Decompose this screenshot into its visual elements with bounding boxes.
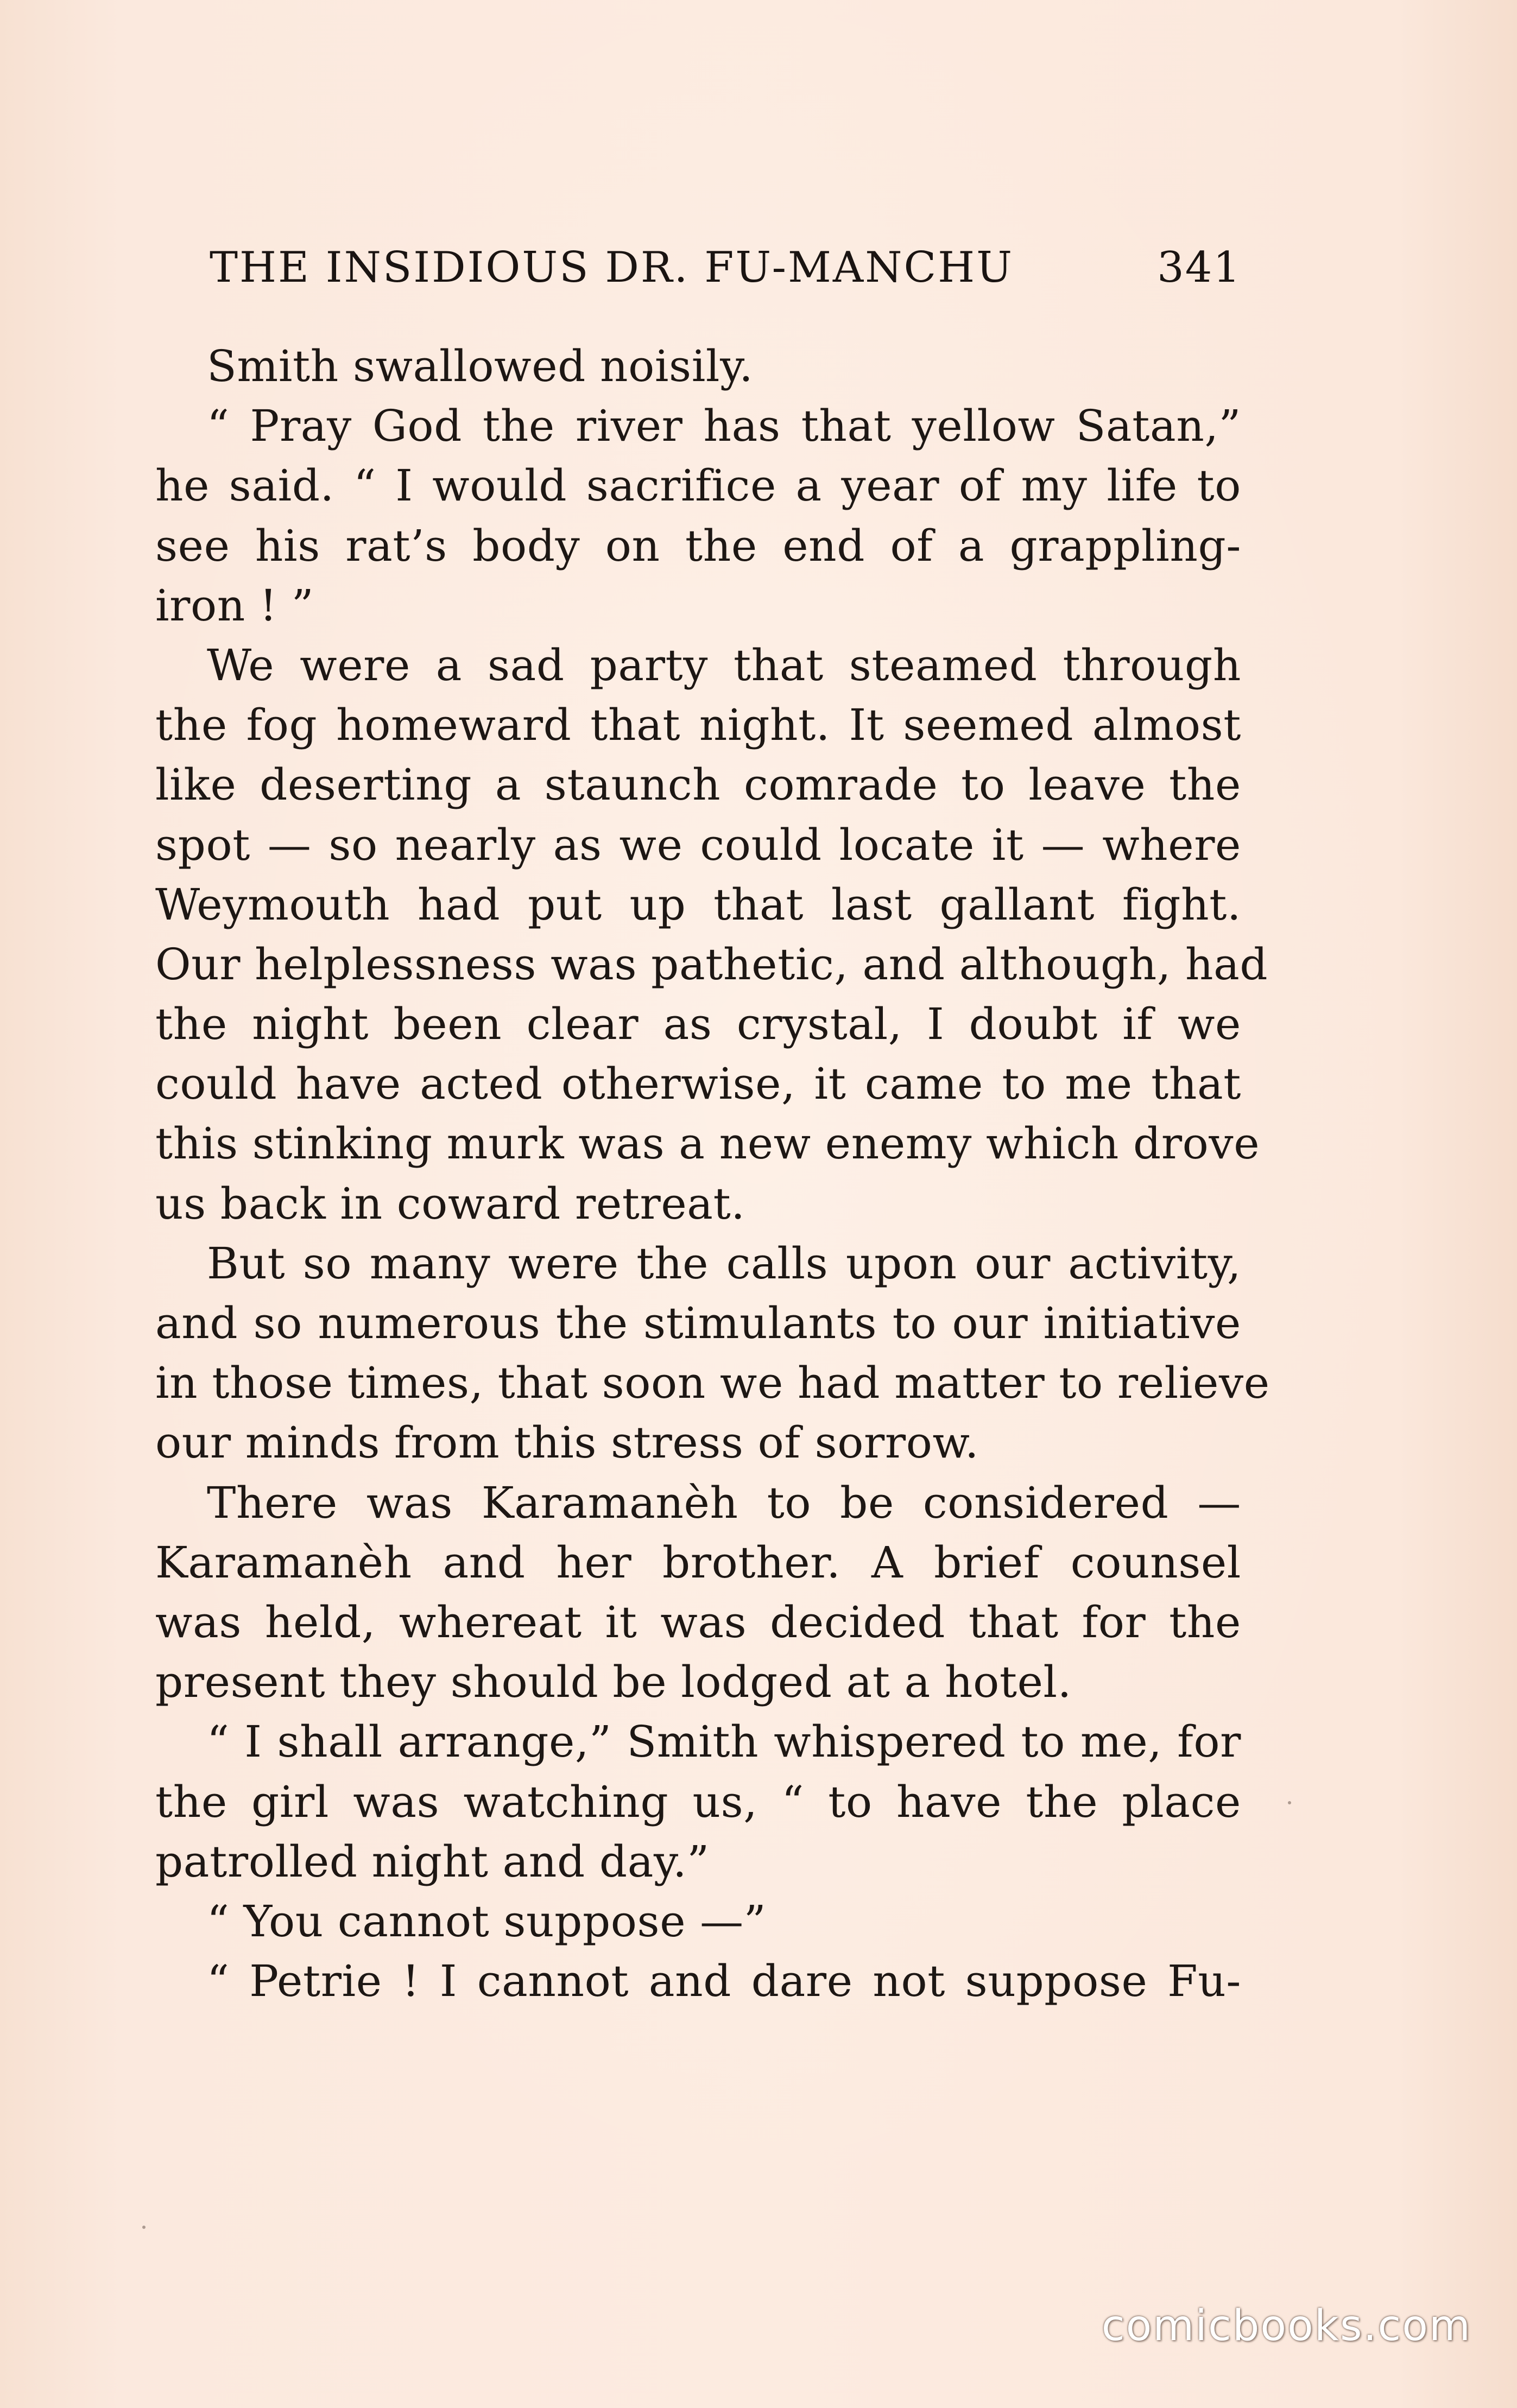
- text-line: and so numerous the stimulants to our initiative: [155, 1298, 1241, 1348]
- text-line: “ Pray God the river has that yellow Satan,”: [207, 401, 1241, 452]
- text-line: see his rat’s body on the end of a grappling-: [155, 520, 1241, 571]
- text-line: us back in coward retreat.: [155, 1178, 745, 1229]
- paper-speck: [1288, 1801, 1291, 1804]
- text-line: in those times, that soon we had matter to relieve: [155, 1358, 1270, 1409]
- text-line: But so many were the calls upon our activity,: [207, 1238, 1241, 1289]
- text-line: Karamanèh and her brother. A brief counsel: [155, 1537, 1241, 1588]
- text-line: the girl was watching us, “ to have the place: [155, 1776, 1241, 1827]
- text-line: spot — so nearly as we could locate it — where: [155, 819, 1241, 870]
- text-line: the night been clear as crystal, I doubt if we: [155, 999, 1241, 1050]
- text-line: iron ! ”: [155, 580, 314, 631]
- text-line: was held, whereat it was decided that for the: [155, 1596, 1241, 1647]
- text-line: our minds from this stress of sorrow.: [155, 1417, 979, 1468]
- text-line: “ You cannot suppose —”: [207, 1896, 767, 1947]
- running-header: [210, 243, 1241, 303]
- text-line: this stinking murk was a new enemy which drove: [155, 1118, 1260, 1169]
- text-line: could have acted otherwise, it came to me that: [155, 1059, 1241, 1110]
- text-line: We were a sad party that steamed through: [207, 639, 1241, 690]
- text-line: like deserting a staunch comrade to leave the: [155, 759, 1241, 810]
- text-line: Smith swallowed noisily.: [207, 341, 754, 391]
- text-line: the fog homeward that night. It seemed almost: [155, 700, 1241, 751]
- text-line: Our helplessness was pathetic, and although, had: [155, 939, 1268, 990]
- text-line: he said. “ I would sacrifice a year of my life to: [155, 460, 1241, 511]
- text-line: “ Petrie ! I cannot and dare not suppose Fu-: [207, 1956, 1241, 2007]
- text-line: present they should be lodged at a hotel.: [155, 1657, 1072, 1708]
- text-line: Weymouth had put up that last gallant fight.: [155, 879, 1241, 930]
- page-number: 341: [1157, 243, 1241, 292]
- text-line: There was Karamanèh to be considered —: [207, 1477, 1241, 1528]
- watermark: comicbooks.com: [1101, 2302, 1471, 2350]
- paper-speck: [142, 2226, 146, 2229]
- text-line: patrolled night and day.”: [155, 1836, 710, 1887]
- running-title: THE INSIDIOUS DR. FU-MANCHU: [210, 243, 1014, 292]
- body-text: [155, 337, 1270, 2011]
- text-line: “ I shall arrange,” Smith whispered to me, for: [207, 1716, 1241, 1767]
